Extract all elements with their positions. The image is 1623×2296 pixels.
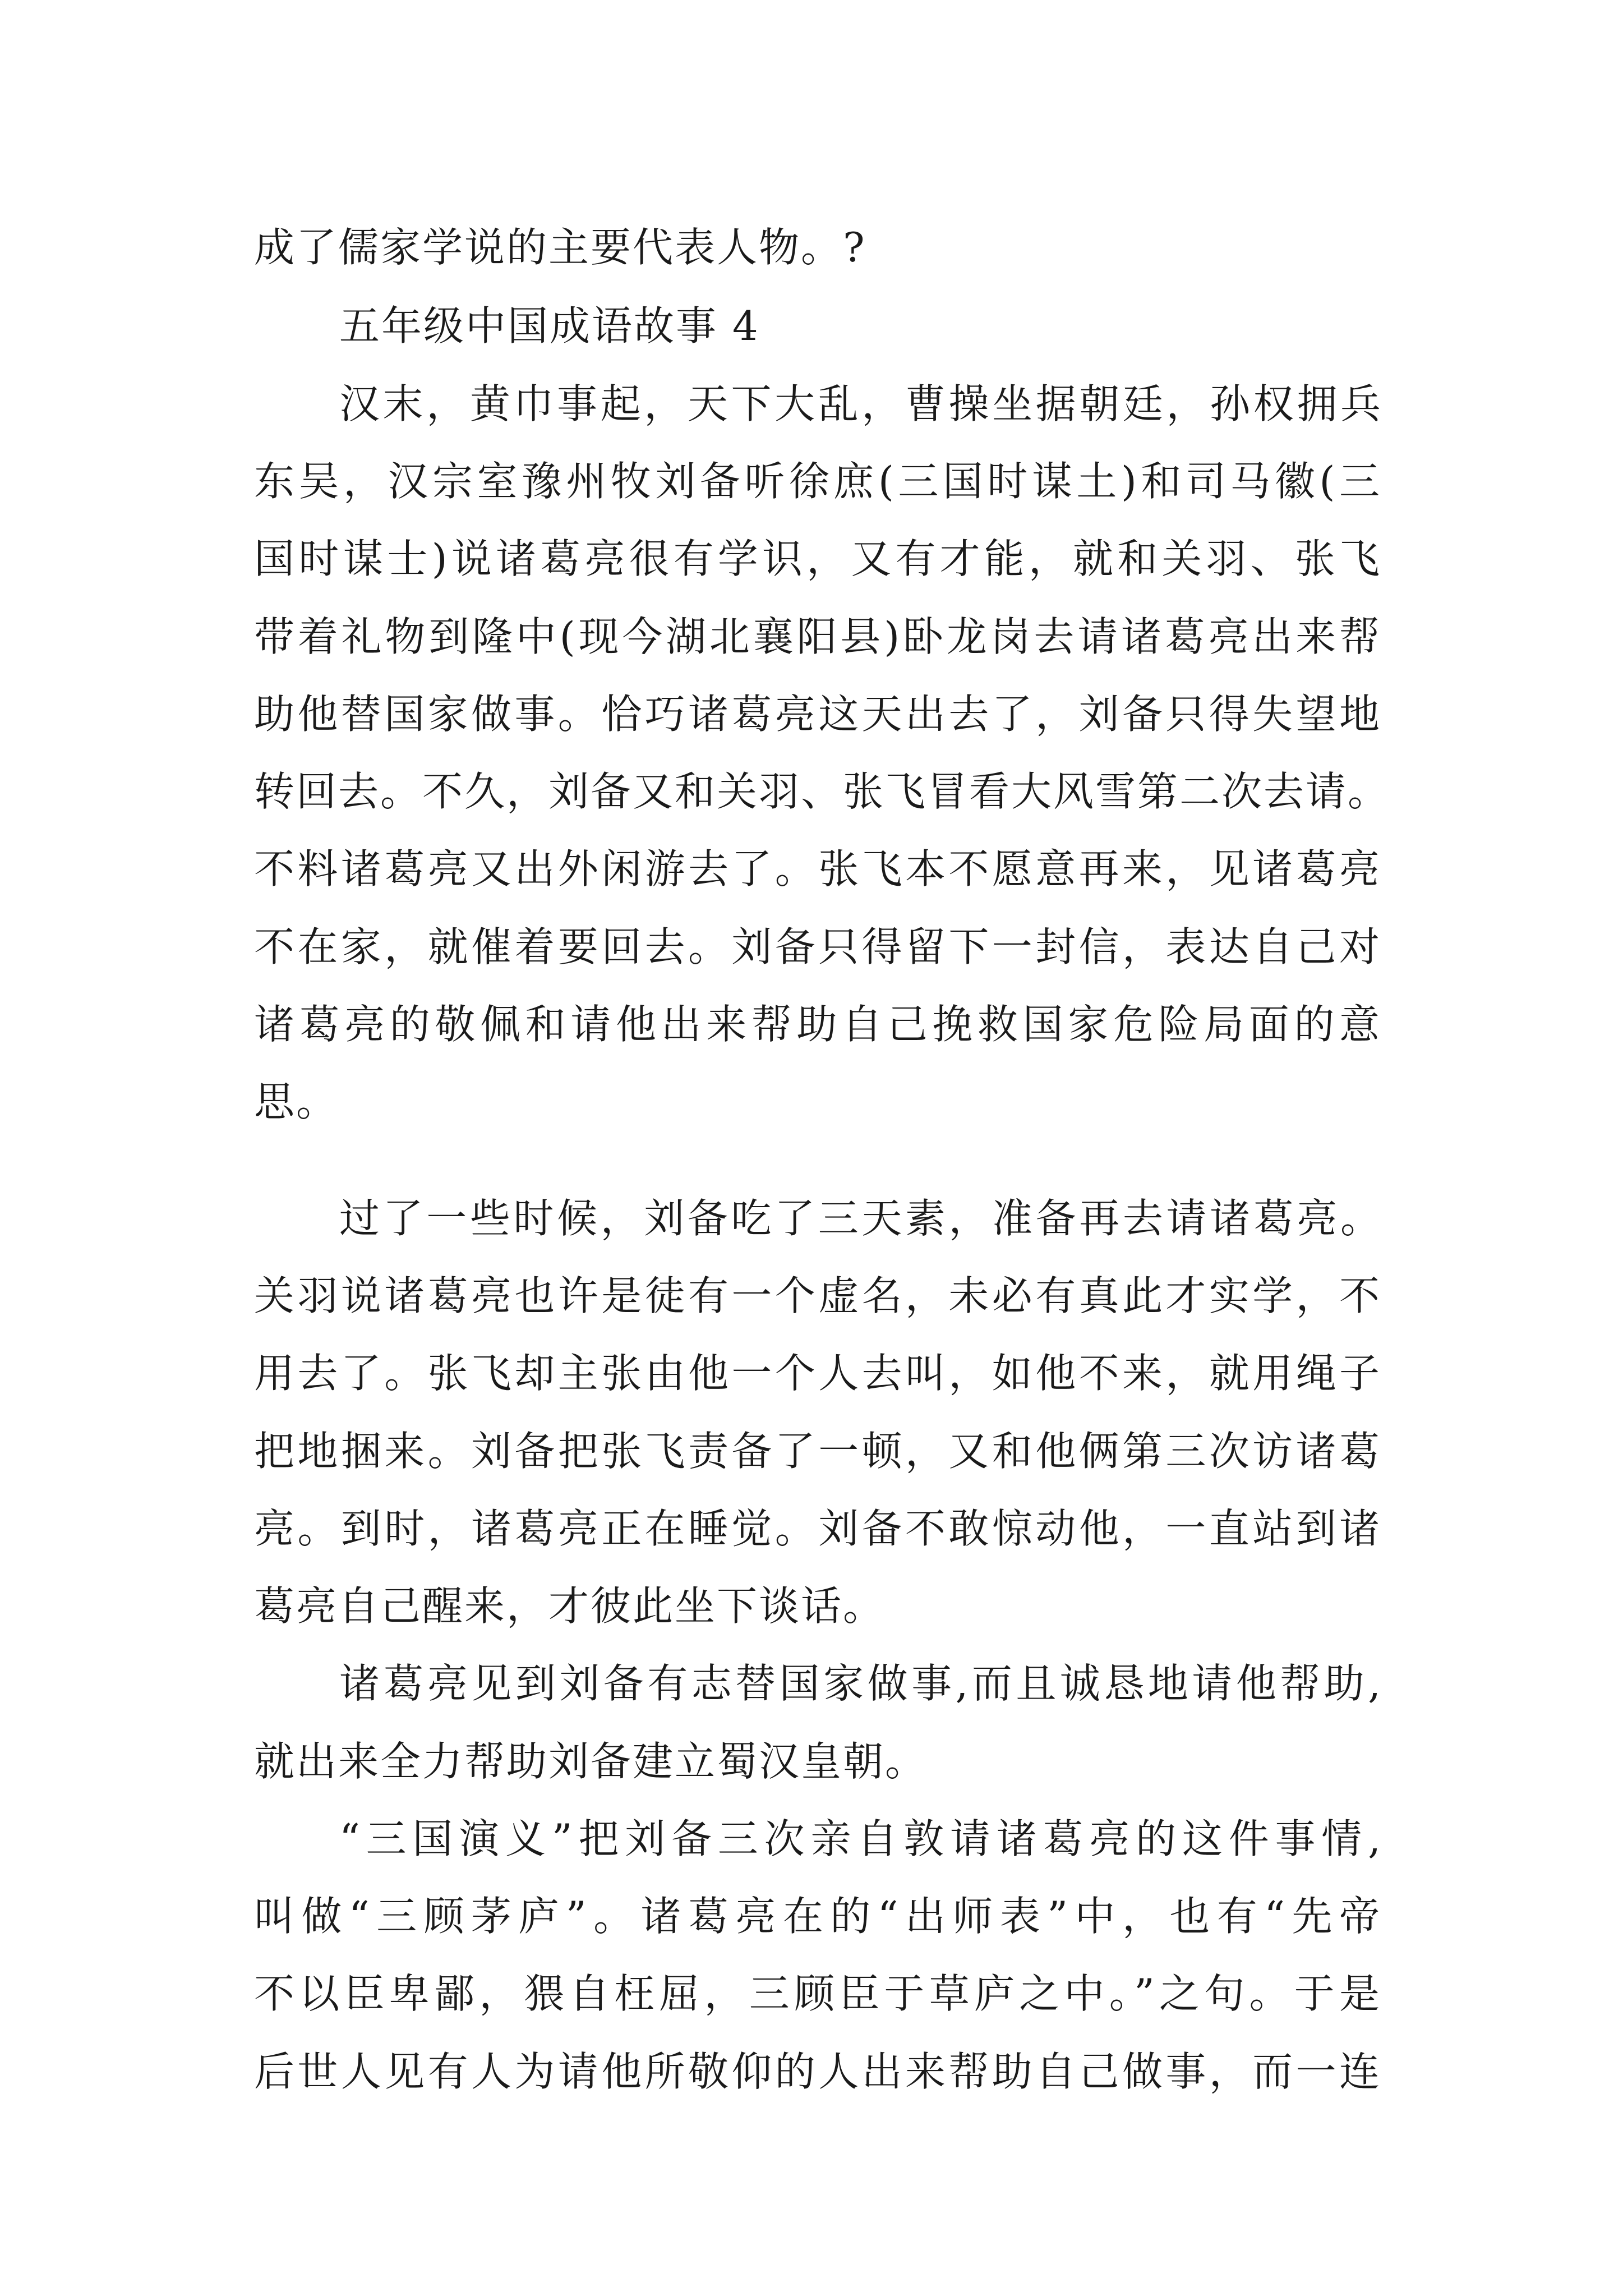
text-line: 不料诸葛亮又出外闲游去了。张飞本不愿意再来，见诸葛亮 bbox=[254, 845, 1381, 892]
text-line: 助他替国家做事。恰巧诸葛亮这天出去了，刘备只得失望地 bbox=[254, 691, 1381, 738]
section-heading: 五年级中国成语故事 4 bbox=[339, 302, 760, 349]
text-line: 不以臣卑鄙，猥自枉屈，三顾臣于草庐之中。”之句。于是 bbox=[254, 1970, 1381, 2017]
text-line: 成了儒家学说的主要代表人物。? bbox=[254, 224, 866, 271]
text-line: 国时谋士)说诸葛亮很有学识，又有才能，就和关羽、张飞 bbox=[254, 535, 1381, 582]
text-line: 葛亮自己醒来，才彼此坐下谈话。 bbox=[254, 1582, 886, 1630]
text-line: 后世人见有人为请他所敬仰的人出来帮助自己做事，而一连 bbox=[254, 2048, 1381, 2095]
text-line: 亮。到时，诸葛亮正在睡觉。刘备不敢惊动他，一直站到诸 bbox=[254, 1505, 1381, 1552]
text-line: 带着礼物到隆中(现今湖北襄阳县)卧龙岗去请诸葛亮出来帮 bbox=[254, 613, 1381, 660]
text-line: 不在家，就催着要回去。刘备只得留下一封信，表达自己对 bbox=[254, 923, 1381, 970]
text-line: 诸葛亮的敬佩和请他出来帮助自己挽救国家危险局面的意 bbox=[254, 1001, 1381, 1048]
text-line: 把地捆来。刘备把张飞责备了一顿，又和他俩第三次访诸葛 bbox=[254, 1428, 1381, 1475]
text-line: “三国演义”把刘备三次亲自敦请诸葛亮的这件事情, bbox=[339, 1815, 1382, 1862]
text-line: 关羽说诸葛亮也许是徒有一个虚名，未必有真此才实学，不 bbox=[254, 1272, 1381, 1319]
text-line: 过了一些时候，刘备吃了三天素，准备再去请诸葛亮。 bbox=[339, 1195, 1382, 1242]
text-line: 思。 bbox=[254, 1078, 339, 1125]
text-line: 用去了。张飞却主张由他一个人去叫，如他不来，就用绳子 bbox=[254, 1350, 1381, 1397]
text-line: 就出来全力帮助刘备建立蜀汉皇朝。 bbox=[254, 1738, 928, 1785]
text-line: 东吴，汉宗室豫州牧刘备听徐庶(三国时谋土)和司马徽(三 bbox=[254, 458, 1381, 505]
text-line: 叫做“三顾茅庐”。诸葛亮在的“出师表”中，也有“先帝 bbox=[254, 1893, 1381, 1940]
text-line: 转回去。不久，刘备又和关羽、张飞冒看大风雪第二次去请。 bbox=[254, 768, 1390, 815]
text-line: 汉末，黄巾事起，天下大乱，曹操坐据朝廷，孙权拥兵 bbox=[339, 380, 1382, 427]
text-line: 诸葛亮见到刘备有志替国家做事,而且诚恳地请他帮助, bbox=[339, 1660, 1382, 1707]
